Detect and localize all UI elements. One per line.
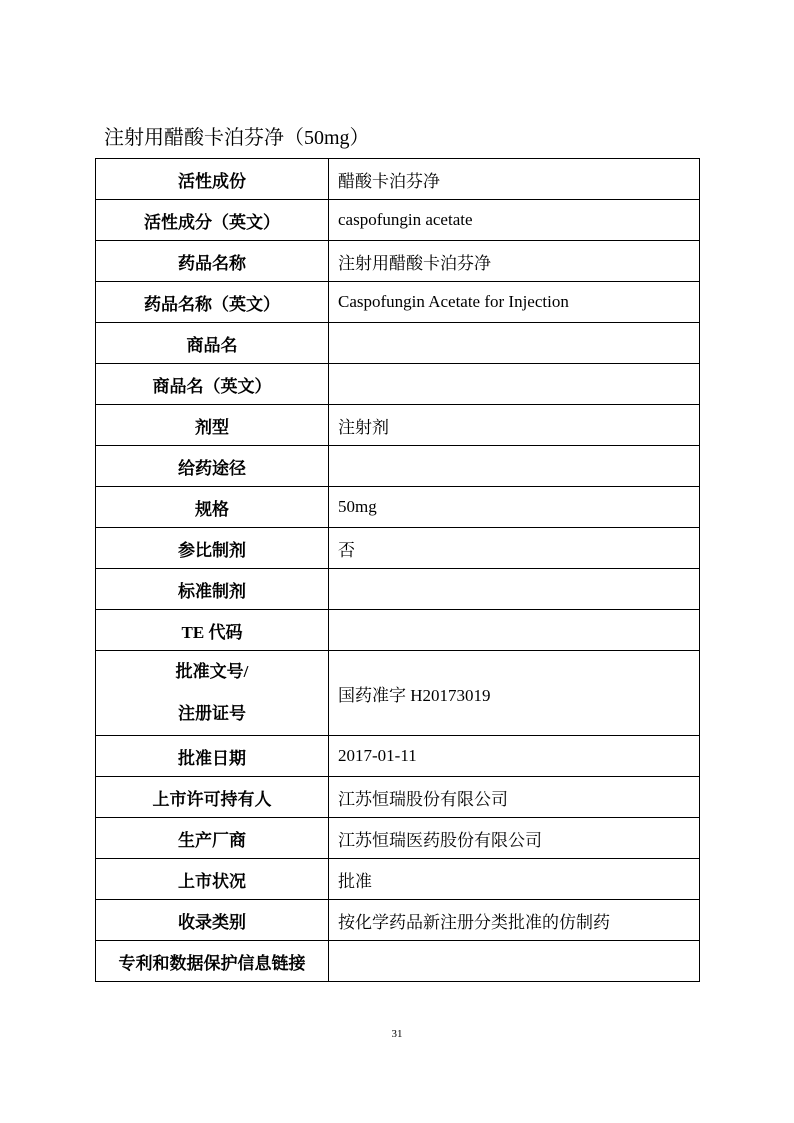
row-label-strength: 规格 <box>96 487 329 528</box>
row-value-approval-date: 2017-01-11 <box>329 736 700 777</box>
row-label-trade-name-en: 商品名（英文） <box>96 364 329 405</box>
table-row <box>96 651 700 736</box>
table-row <box>96 282 700 323</box>
row-label-approval-number <box>96 651 329 736</box>
row-label-inclusion-category: 收录类别 <box>96 900 329 941</box>
row-value-drug-name-en: Caspofungin Acetate for Injection <box>329 282 700 323</box>
row-label-market-status: 上市状况 <box>96 859 329 900</box>
row-label-manufacturer: 生产厂商 <box>96 818 329 859</box>
row-value-active-ingredient-en: caspofungin acetate <box>329 200 700 241</box>
row-label-approval-date: 批准日期 <box>96 736 329 777</box>
table-row <box>96 777 700 818</box>
row-label-drug-name-en: 药品名称（英文） <box>96 282 329 323</box>
row-value-manufacturer: 江苏恒瑞医药股份有限公司 <box>329 818 700 859</box>
table-row <box>96 200 700 241</box>
row-value-reference-preparation: 否 <box>329 528 700 569</box>
row-value-dosage-form: 注射剂 <box>329 405 700 446</box>
document-title: 注射用醋酸卡泊芬净（50mg） <box>104 127 370 149</box>
table-row <box>96 610 700 651</box>
table-row <box>96 900 700 941</box>
table-row <box>96 528 700 569</box>
row-label-te-code: TE 代码 <box>96 610 329 651</box>
row-value-strength: 50mg <box>329 487 700 528</box>
row-value-patent-link <box>329 941 700 982</box>
table-row <box>96 736 700 777</box>
row-value-route <box>329 446 700 487</box>
row-value-standard-preparation <box>329 569 700 610</box>
row-value-trade-name-en <box>329 364 700 405</box>
row-label-active-ingredient-en: 活性成分（英文） <box>96 200 329 241</box>
row-label-license-holder: 上市许可持有人 <box>96 777 329 818</box>
table-row <box>96 159 700 200</box>
page-number: 31 <box>391 1028 403 1040</box>
approval-number-label-line2: 注册证号 <box>178 704 246 723</box>
table-row <box>96 241 700 282</box>
row-label-route: 给药途径 <box>96 446 329 487</box>
row-value-inclusion-category: 按化学药品新注册分类批准的仿制药 <box>329 900 700 941</box>
row-label-active-ingredient: 活性成份 <box>96 159 329 200</box>
table-row <box>96 323 700 364</box>
row-label-trade-name: 商品名 <box>96 323 329 364</box>
table-row <box>96 941 700 982</box>
row-label-patent-link: 专利和数据保护信息链接 <box>96 941 329 982</box>
row-value-active-ingredient: 醋酸卡泊芬净 <box>329 159 700 200</box>
row-label-standard-preparation: 标准制剂 <box>96 569 329 610</box>
table-row <box>96 446 700 487</box>
table-row <box>96 364 700 405</box>
row-value-drug-name: 注射用醋酸卡泊芬净 <box>329 241 700 282</box>
row-value-license-holder: 江苏恒瑞股份有限公司 <box>329 777 700 818</box>
drug-info-table <box>95 158 700 982</box>
row-value-te-code <box>329 610 700 651</box>
row-value-trade-name <box>329 323 700 364</box>
row-value-market-status: 批准 <box>329 859 700 900</box>
table-row <box>96 569 700 610</box>
table-row <box>96 405 700 446</box>
table-row <box>96 487 700 528</box>
row-label-drug-name: 药品名称 <box>96 241 329 282</box>
approval-number-label-line1: 批准文号/ <box>175 662 249 681</box>
row-label-reference-preparation: 参比制剂 <box>96 528 329 569</box>
table-row <box>96 818 700 859</box>
row-label-dosage-form: 剂型 <box>96 405 329 446</box>
table-row <box>96 859 700 900</box>
row-value-approval-number: 国药准字 H20173019 <box>329 651 700 736</box>
